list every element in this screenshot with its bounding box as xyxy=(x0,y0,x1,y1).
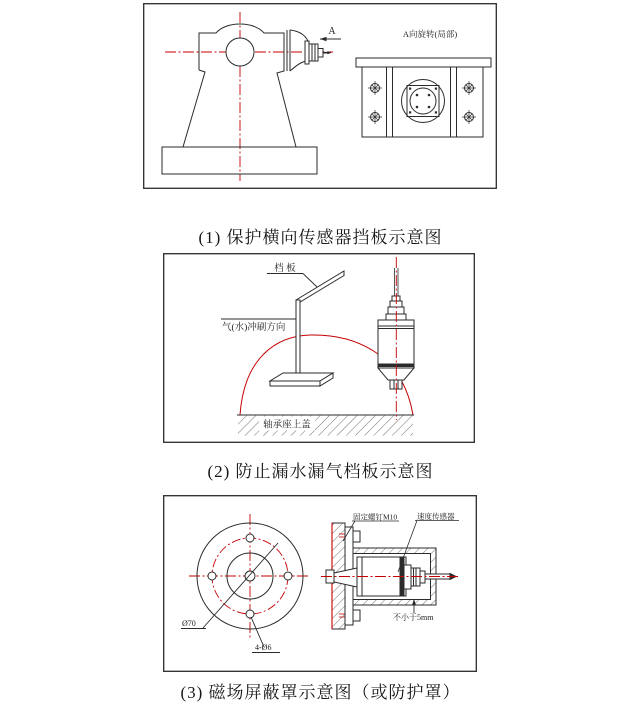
min-gap-label: 不小于5mm xyxy=(393,613,434,622)
rotated-view-title: A向旋转(局部) xyxy=(402,29,458,39)
figure1-caption: (1) 保护横向传感器挡板示意图 xyxy=(198,228,443,247)
figure3-drawing xyxy=(163,495,477,672)
bolt-holes-label: 4-Ø6 xyxy=(255,643,272,652)
bearing-cover-label: 轴承座上盖 xyxy=(263,420,311,431)
bearing-cover-ground xyxy=(237,415,414,436)
sensor-label: 速度传感器 xyxy=(417,512,455,521)
baffle-base-front xyxy=(270,381,320,386)
figure3-caption: (3) 磁场屏蔽罩示意图（或防护罩） xyxy=(180,683,461,702)
bolt-circle-dia-label: Ø70 xyxy=(182,619,196,628)
figure3-border xyxy=(164,496,477,672)
figure1-drawing xyxy=(143,3,497,189)
figure2-drawing xyxy=(163,253,475,443)
baffle-vertical-plate xyxy=(296,300,300,380)
baffle-label: 档 板 xyxy=(274,264,296,274)
figure2-border xyxy=(164,254,475,443)
fixing-screw-label: 固定螺钉M10 xyxy=(353,512,398,522)
view-label: A xyxy=(328,26,336,37)
flush-direction-label: 气(水)冲刷方向 xyxy=(222,323,286,333)
figure2-caption: (2) 防止漏水漏气档板示意图 xyxy=(207,462,434,481)
